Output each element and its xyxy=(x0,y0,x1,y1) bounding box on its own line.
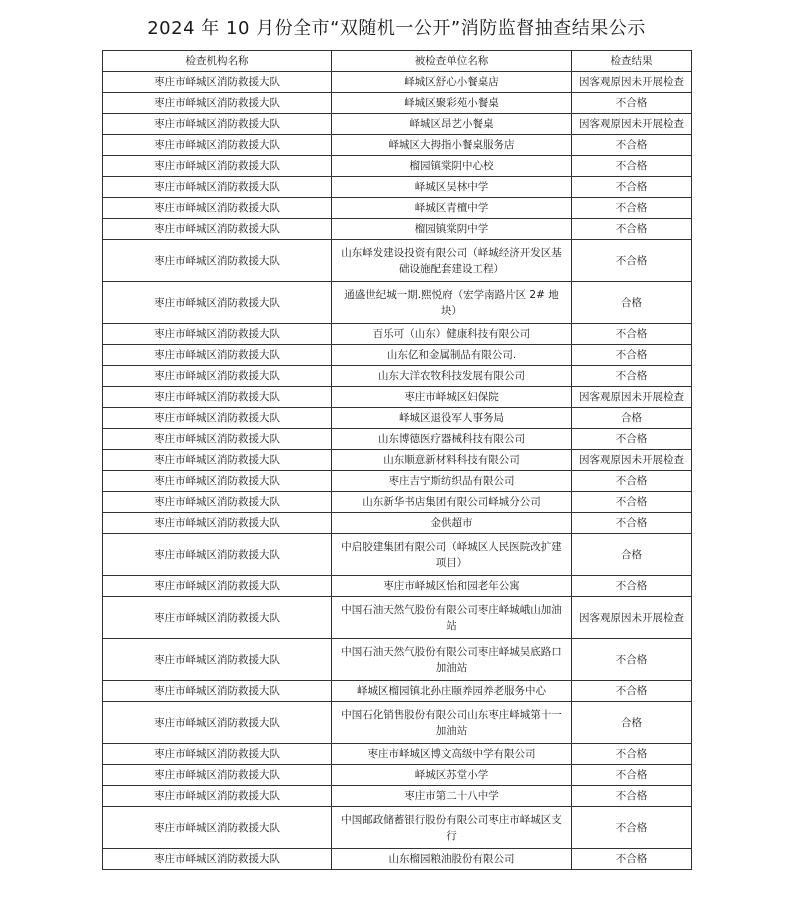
table-row xyxy=(103,807,692,849)
agency-cell: 枣庄市峄城区消防救援大队 xyxy=(103,597,332,639)
result-cell: 不合格 xyxy=(572,156,692,177)
result-cell: 因客观原因未开展检查 xyxy=(572,387,692,408)
unit-cell: 中国石油天然气股份有限公司枣庄峄城峨山加油站 xyxy=(332,597,572,639)
page-title: 2024 年 10 月份全市“双随机一公开”消防监督抽查结果公示 xyxy=(147,18,646,39)
agency-cell: 枣庄市峄城区消防救援大队 xyxy=(103,93,332,114)
result-cell: 不合格 xyxy=(572,681,692,702)
unit-cell: 峄城区舒心小餐桌店 xyxy=(332,72,572,93)
table-row xyxy=(103,240,692,282)
agency-cell: 枣庄市峄城区消防救援大队 xyxy=(103,324,332,345)
agency-cell: 枣庄市峄城区消防救援大队 xyxy=(103,786,332,807)
unit-cell: 枣庄市峄城区怡和园老年公寓 xyxy=(332,576,572,597)
unit-cell: 通盛世纪城一期.熙悦府（宏学南路片区 2# 地块） xyxy=(332,282,572,324)
table-row xyxy=(103,387,692,408)
column-header-result: 检查结果 xyxy=(572,51,692,72)
unit-cell: 山东新华书店集团有限公司峄城分公司 xyxy=(332,492,572,513)
table-row xyxy=(103,639,692,681)
table-row xyxy=(103,744,692,765)
unit-cell: 山东大洋农牧科技发展有限公司 xyxy=(332,366,572,387)
unit-cell: 山东亿和金属制品有限公司. xyxy=(332,345,572,366)
table-row xyxy=(103,93,692,114)
agency-cell: 枣庄市峄城区消防救援大队 xyxy=(103,807,332,849)
agency-cell: 枣庄市峄城区消防救援大队 xyxy=(103,702,332,744)
unit-cell: 榴园镇棠阴中学 xyxy=(332,219,572,240)
agency-cell: 枣庄市峄城区消防救援大队 xyxy=(103,72,332,93)
column-header-unit: 被检查单位名称 xyxy=(332,51,572,72)
result-cell: 因客观原因未开展检查 xyxy=(572,72,692,93)
table-row xyxy=(103,597,692,639)
table-row xyxy=(103,72,692,93)
unit-cell: 山东峄发建设投资有限公司（峄城经济开发区基础设施配套建设工程） xyxy=(332,240,572,282)
result-cell: 因客观原因未开展检查 xyxy=(572,450,692,471)
unit-cell: 中国石油天然气股份有限公司枣庄峄城吴底路口加油站 xyxy=(332,639,572,681)
agency-cell: 枣庄市峄城区消防救援大队 xyxy=(103,282,332,324)
unit-cell: 峄城区大拇指小餐桌服务店 xyxy=(332,135,572,156)
result-cell: 合格 xyxy=(572,282,692,324)
unit-cell: 百乐可（山东）健康科技有限公司 xyxy=(332,324,572,345)
agency-cell: 枣庄市峄城区消防救援大队 xyxy=(103,765,332,786)
agency-cell: 枣庄市峄城区消防救援大队 xyxy=(103,408,332,429)
unit-cell: 山东博德医疗器械科技有限公司 xyxy=(332,429,572,450)
result-cell: 不合格 xyxy=(572,345,692,366)
agency-cell: 枣庄市峄城区消防救援大队 xyxy=(103,681,332,702)
unit-cell: 峄城区退役军人事务局 xyxy=(332,408,572,429)
result-cell: 不合格 xyxy=(572,576,692,597)
result-cell: 不合格 xyxy=(572,429,692,450)
table-row xyxy=(103,219,692,240)
agency-cell: 枣庄市峄城区消防救援大队 xyxy=(103,135,332,156)
result-cell: 不合格 xyxy=(572,93,692,114)
unit-cell: 峄城区青檀中学 xyxy=(332,198,572,219)
agency-cell: 枣庄市峄城区消防救援大队 xyxy=(103,471,332,492)
agency-cell: 枣庄市峄城区消防救援大队 xyxy=(103,534,332,576)
table-row xyxy=(103,576,692,597)
table-row xyxy=(103,282,692,324)
result-cell: 不合格 xyxy=(572,324,692,345)
table-row xyxy=(103,198,692,219)
result-cell: 不合格 xyxy=(572,219,692,240)
table-row xyxy=(103,408,692,429)
result-cell: 不合格 xyxy=(572,513,692,534)
agency-cell: 枣庄市峄城区消防救援大队 xyxy=(103,345,332,366)
result-cell: 合格 xyxy=(572,408,692,429)
result-cell: 不合格 xyxy=(572,177,692,198)
column-header-agency: 检查机构名称 xyxy=(103,51,332,72)
result-cell: 不合格 xyxy=(572,744,692,765)
table-row xyxy=(103,177,692,198)
result-cell: 不合格 xyxy=(572,786,692,807)
table-header-row xyxy=(103,51,692,72)
unit-cell: 峄城区榴园镇北孙庄颐养园养老服务中心 xyxy=(332,681,572,702)
table-row xyxy=(103,534,692,576)
result-cell: 因客观原因未开展检查 xyxy=(572,114,692,135)
unit-cell: 枣庄市峄城区博文高级中学有限公司 xyxy=(332,744,572,765)
table-row xyxy=(103,114,692,135)
table-row xyxy=(103,786,692,807)
unit-cell: 山东顺意新材料科技有限公司 xyxy=(332,450,572,471)
agency-cell: 枣庄市峄城区消防救援大队 xyxy=(103,156,332,177)
unit-cell: 峄城区苏堂小学 xyxy=(332,765,572,786)
agency-cell: 枣庄市峄城区消防救援大队 xyxy=(103,177,332,198)
table-row xyxy=(103,849,692,870)
unit-cell: 山东榴园粮油股份有限公司 xyxy=(332,849,572,870)
result-cell: 不合格 xyxy=(572,639,692,681)
agency-cell: 枣庄市峄城区消防救援大队 xyxy=(103,387,332,408)
table-row xyxy=(103,366,692,387)
unit-cell: 中启胶建集团有限公司（峄城区人民医院改扩建项目） xyxy=(332,534,572,576)
table-row xyxy=(103,471,692,492)
result-cell: 因客观原因未开展检查 xyxy=(572,597,692,639)
result-cell: 不合格 xyxy=(572,366,692,387)
unit-cell: 峄城区昂艺小餐桌 xyxy=(332,114,572,135)
agency-cell: 枣庄市峄城区消防救援大队 xyxy=(103,744,332,765)
result-cell: 不合格 xyxy=(572,492,692,513)
agency-cell: 枣庄市峄城区消防救援大队 xyxy=(103,513,332,534)
table-row xyxy=(103,513,692,534)
unit-cell: 中国邮政储蓄银行股份有限公司枣庄市峄城区支行 xyxy=(332,807,572,849)
agency-cell: 枣庄市峄城区消防救援大队 xyxy=(103,849,332,870)
table-row xyxy=(103,702,692,744)
agency-cell: 枣庄市峄城区消防救援大队 xyxy=(103,429,332,450)
table-row xyxy=(103,324,692,345)
result-cell: 不合格 xyxy=(572,471,692,492)
unit-cell: 枣庄吉宁斯纺织品有限公司 xyxy=(332,471,572,492)
unit-cell: 枣庄市第二十八中学 xyxy=(332,786,572,807)
table-body xyxy=(103,72,692,870)
result-cell: 不合格 xyxy=(572,765,692,786)
table-row xyxy=(103,450,692,471)
unit-cell: 金供超市 xyxy=(332,513,572,534)
agency-cell: 枣庄市峄城区消防救援大队 xyxy=(103,492,332,513)
unit-cell: 峄城区聚彩苑小餐桌 xyxy=(332,93,572,114)
agency-cell: 枣庄市峄城区消防救援大队 xyxy=(103,450,332,471)
agency-cell: 枣庄市峄城区消防救援大队 xyxy=(103,114,332,135)
table-row xyxy=(103,345,692,366)
agency-cell: 枣庄市峄城区消防救援大队 xyxy=(103,240,332,282)
inspection-results-table xyxy=(102,50,692,870)
table-row xyxy=(103,135,692,156)
result-cell: 不合格 xyxy=(572,240,692,282)
agency-cell: 枣庄市峄城区消防救援大队 xyxy=(103,219,332,240)
table-row xyxy=(103,492,692,513)
result-cell: 合格 xyxy=(572,702,692,744)
table-row xyxy=(103,156,692,177)
agency-cell: 枣庄市峄城区消防救援大队 xyxy=(103,198,332,219)
agency-cell: 枣庄市峄城区消防救援大队 xyxy=(103,639,332,681)
unit-cell: 榴园镇棠阴中心校 xyxy=(332,156,572,177)
unit-cell: 峄城区吴林中学 xyxy=(332,177,572,198)
result-cell: 不合格 xyxy=(572,849,692,870)
table-row xyxy=(103,429,692,450)
agency-cell: 枣庄市峄城区消防救援大队 xyxy=(103,366,332,387)
unit-cell: 枣庄市峄城区妇保院 xyxy=(332,387,572,408)
result-cell: 不合格 xyxy=(572,807,692,849)
result-cell: 不合格 xyxy=(572,135,692,156)
result-cell: 合格 xyxy=(572,534,692,576)
unit-cell: 中国石化销售股份有限公司山东枣庄峄城第十一加油站 xyxy=(332,702,572,744)
result-cell: 不合格 xyxy=(572,198,692,219)
table-row xyxy=(103,765,692,786)
agency-cell: 枣庄市峄城区消防救援大队 xyxy=(103,576,332,597)
table-row xyxy=(103,681,692,702)
